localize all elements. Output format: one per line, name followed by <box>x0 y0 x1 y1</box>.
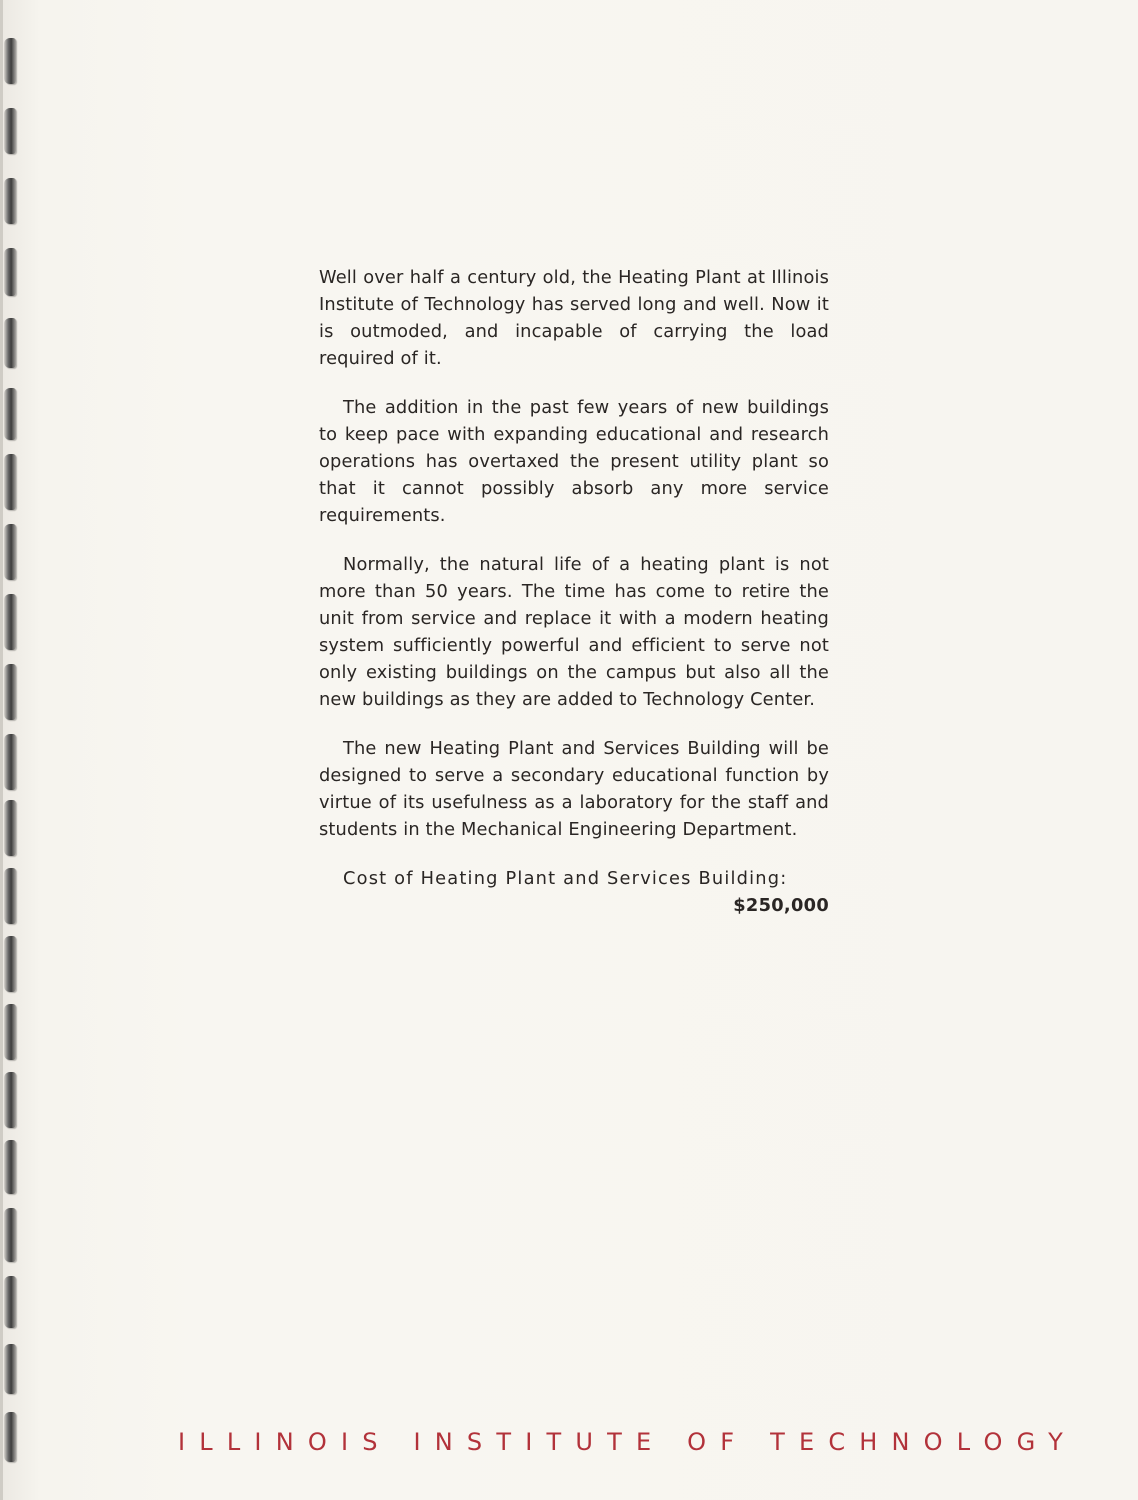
binding-coil <box>4 734 16 790</box>
binding-coil <box>4 800 16 856</box>
binding-coil <box>4 868 16 924</box>
binding-coil <box>4 248 16 296</box>
institution-footer: ILLINOIS INSTITUTE OF TECHNOLOGY <box>178 1428 1078 1456</box>
paragraph-plant-life: Normally, the natural life of a heating plant is not more than 50 years. The time has come to retire the unit from service and replace it with a modern heating system sufficiently powerful and efficient to serve not only existing buildings on the campus but also all the new buildings as they are added to Technology Center. <box>319 554 829 710</box>
binding-coil <box>4 1412 16 1462</box>
binding-coil <box>4 38 16 84</box>
binding-coil <box>4 108 16 154</box>
binding-edge <box>0 0 3 1500</box>
binding-coil <box>4 454 16 510</box>
body-text <box>319 264 829 919</box>
cost-statement <box>319 865 829 919</box>
binding-coil <box>4 178 16 224</box>
binding-coil <box>4 388 16 440</box>
cost-amount: $250,000 <box>733 895 829 916</box>
binding-coil <box>4 1004 16 1060</box>
binding-coil <box>4 594 16 650</box>
binding-coil <box>4 318 16 368</box>
cost-label: Cost of Heating Plant and Services Building: <box>343 868 788 889</box>
spiral-binding <box>0 0 36 1500</box>
binding-coil <box>4 664 16 720</box>
binding-coil <box>4 1140 16 1194</box>
paragraph-educational-function: The new Heating Plant and Services Building will be designed to serve a secondary educational function by virtue of its usefulness as a laboratory for the staff and students in the Mechanical Engineering Department. <box>319 738 829 840</box>
paragraph-expansion: The addition in the past few years of new buildings to keep pace with expanding educational and research operations has overtaxed the present utility plant so that it cannot possibly absorb any more service requirements. <box>319 397 829 526</box>
binding-coil <box>4 936 16 992</box>
binding-coil <box>4 524 16 580</box>
binding-coil <box>4 1208 16 1262</box>
binding-coil <box>4 1344 16 1394</box>
binding-coil <box>4 1072 16 1128</box>
binding-coil <box>4 1276 16 1328</box>
paragraph-intro: Well over half a century old, the Heating Plant at Illinois Institute of Technology has served long and well. Now it is outmoded, and incapable of carrying the load required of it. <box>319 267 829 369</box>
